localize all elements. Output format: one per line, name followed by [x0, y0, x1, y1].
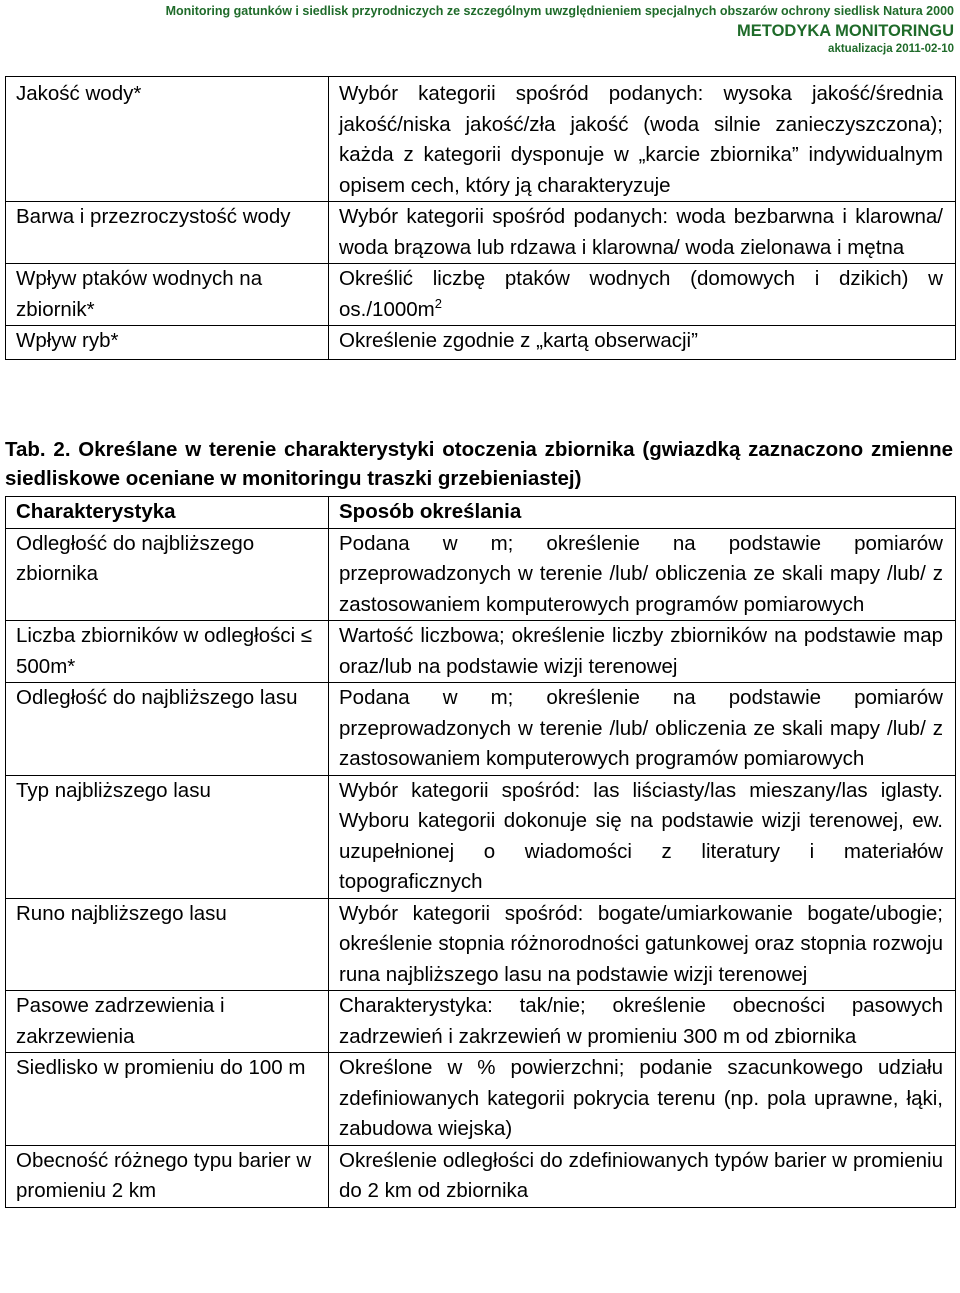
table-row [6, 1053, 956, 1146]
table-row [6, 326, 956, 360]
table-row [6, 775, 956, 898]
superscript: 2 [434, 295, 442, 311]
characteristic-cell: Barwa i przezroczystość wody [6, 202, 329, 264]
header-title: Monitoring gatunków i siedlisk przyrodniczych ze szczególnym uwzględnieniem specjalnych obszarów ochrony siedlisk Natura 2000 [165, 4, 954, 18]
method-cell: Wybór kategorii spośród podanych: woda bezbarwna i klarowna/ woda brązowa lub rdzawa i klarowna/ woda zielonawa i mętna [329, 202, 956, 264]
surroundings-table [5, 496, 956, 1208]
method-cell: Określenie zgodnie z „kartą obserwacji” [329, 326, 956, 360]
header-update-date: aktualizacja 2011-02-10 [828, 43, 954, 55]
characteristic-cell: Odległość do najbliższego lasu [6, 683, 329, 776]
characteristic-cell: Odległość do najbliższego zbiornika [6, 528, 329, 621]
characteristic-cell: Pasowe zadrzewienia i zakrzewienia [6, 991, 329, 1053]
table-row [6, 528, 956, 621]
table-row [6, 77, 956, 202]
method-cell: Wartość liczbowa; określenie liczby zbiorników na podstawie map oraz/lub na podstawie wizji terenowej [329, 621, 956, 683]
characteristic-cell: Wpływ ptaków wodnych na zbiornik* [6, 264, 329, 326]
table-row [6, 898, 956, 991]
table-row [6, 683, 956, 776]
characteristic-cell: Jakość wody* [6, 77, 329, 202]
table-row [6, 621, 956, 683]
method-cell: Charakterystyka: tak/nie; określenie obecności pasowych zadrzewień i zakrzewień w promieniu 300 m od zbiornika [329, 991, 956, 1053]
method-cell: Wybór kategorii spośród podanych: wysoka jakość/średnia jakość/niska jakość/zła jakość (woda silnie zanieczyszczona); każda z kategorii dysponuje w „karcie zbiornika” indywidualnym opisem cech, który ją charakteryzuje [329, 77, 956, 202]
table-row [6, 264, 956, 326]
column-header-characteristic: Charakterystyka [6, 497, 329, 529]
method-cell [329, 264, 956, 326]
water-characteristics-table [5, 76, 956, 360]
method-cell: Określenie odległości do zdefiniowanych typów barier w promieniu do 2 km od zbiornika [329, 1145, 956, 1207]
table-header-row [6, 497, 956, 529]
characteristic-cell: Obecność różnego typu barier w promieniu 2 km [6, 1145, 329, 1207]
characteristic-cell: Wpływ ryb* [6, 326, 329, 360]
method-cell: Podana w m; określenie na podstawie pomiarów przeprowadzonych w terenie /lub/ obliczenia ze skali mapy /lub/ z zastosowaniem komputerowych programów pomiarowych [329, 683, 956, 776]
table-caption: Tab. 2. Określane w terenie charakterystyki otoczenia zbiornika (gwiazdką zaznaczono zmienne siedliskowe oceniane w monitoringu traszki grzebieniastej) [5, 438, 953, 490]
method-cell: Wybór kategorii spośród: las liściasty/las mieszany/las iglasty. Wyboru kategorii dokonuje się na podstawie wizji terenowej, ew. uzupełnionej o wiadomości z literatury i materiałów topograficznych [329, 775, 956, 898]
table-row [6, 1145, 956, 1207]
table-row [6, 991, 956, 1053]
page-header [166, 0, 954, 56]
characteristic-cell: Siedlisko w promieniu do 100 m [6, 1053, 329, 1146]
method-cell: Wybór kategorii spośród: bogate/umiarkowanie bogate/ubogie; określenie stopnia różnorodności gatunkowej oraz stopnia rozwoju runa najbliższego lasu na podstawie wizji terenowej [329, 898, 956, 991]
method-text: Określić liczbę ptaków wodnych (domowych i dzikich) w os./1000m [339, 267, 943, 321]
method-cell: Określone w % powierzchni; podanie szacunkowego udziału zdefiniowanych kategorii pokrycia terenu (np. pola uprawne, łąki, zabudowa wiejska) [329, 1053, 956, 1146]
method-cell: Podana w m; określenie na podstawie pomiarów przeprowadzonych w terenie /lub/ obliczenia ze skali mapy /lub/ z zastosowaniem komputerowych programów pomiarowych [329, 528, 956, 621]
table-row [6, 202, 956, 264]
column-header-method: Sposób określania [329, 497, 956, 529]
characteristic-cell: Liczba zbiorników w odległości ≤ 500m* [6, 621, 329, 683]
characteristic-cell: Typ najbliższego lasu [6, 775, 329, 898]
characteristic-cell: Runo najbliższego lasu [6, 898, 329, 991]
header-methodology: METODYKA MONITORINGU [737, 21, 954, 40]
